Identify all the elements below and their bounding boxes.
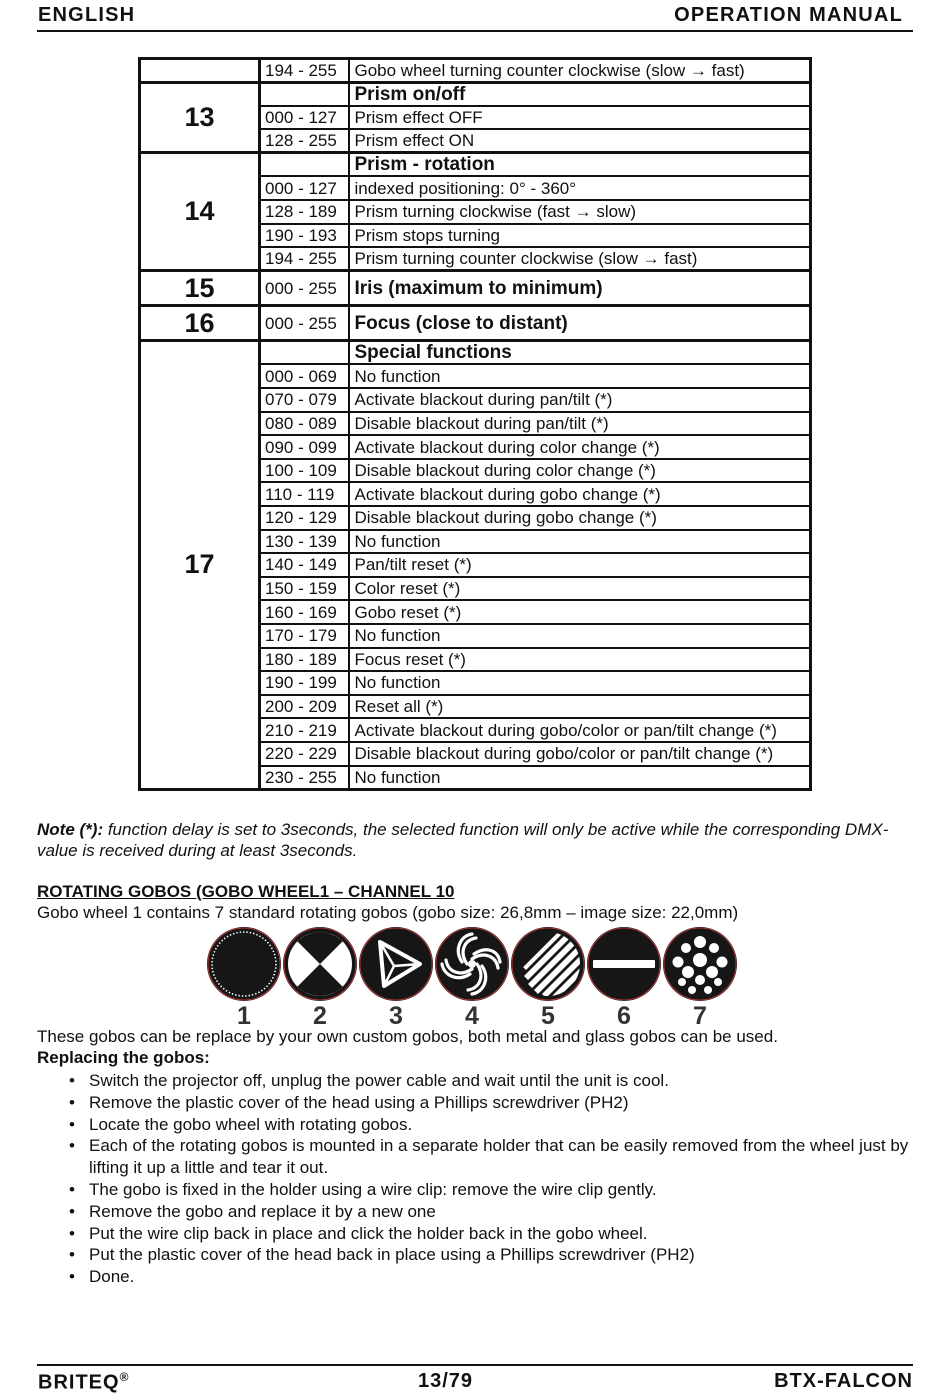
gobo-images: [206, 926, 746, 1030]
dmx-range: 120 - 129: [260, 506, 349, 530]
dmx-range: 000 - 127: [260, 106, 349, 130]
page-header: [37, 2, 913, 32]
gobo-7: [662, 926, 738, 1030]
gobo-bar-icon: [586, 926, 662, 1002]
registered-mark: ®: [119, 1370, 130, 1384]
gobo-1: [206, 926, 282, 1030]
function-description: Prism effect ON: [349, 129, 811, 153]
list-item: [37, 1070, 917, 1092]
dmx-range: 000 - 069: [260, 364, 349, 388]
bullet-icon: •: [69, 1245, 75, 1265]
dmx-range: [260, 153, 349, 177]
dmx-range: 190 - 199: [260, 671, 349, 695]
dmx-range: 100 - 109: [260, 459, 349, 483]
dmx-range: 180 - 189: [260, 648, 349, 672]
step-text: Remove the plastic cover of the head using a Phillips screwdriver (PH2): [89, 1092, 629, 1112]
footer-model: BTX-FALCON: [774, 1370, 913, 1392]
note-text: function delay is set to 3seconds, the selected function will only be active while the corresponding DMX-value is received during at least 3seconds.: [37, 820, 889, 860]
dmx-range: 194 - 255: [260, 59, 349, 83]
dmx-range: [260, 341, 349, 365]
gobo-number: 1: [237, 1002, 251, 1030]
gobo-replace-text: These gobos can be replace by your own custom gobos, both metal and glass gobos can be used.: [37, 1027, 778, 1046]
dmx-range: 090 - 099: [260, 435, 349, 459]
function-description: Pan/tilt reset (*): [349, 553, 811, 577]
dmx-range: 070 - 079: [260, 388, 349, 412]
channel-heading: Prism on/off: [349, 82, 811, 106]
step-text: Put the wire clip back in place and click the holder back in the gobo wheel.: [89, 1223, 648, 1243]
page-footer: [37, 1364, 913, 1396]
channel-number: 14: [140, 153, 260, 271]
channel-number: 17: [140, 341, 260, 789]
gobo-number: 3: [389, 1002, 403, 1030]
dmx-range: 000 - 255: [260, 271, 349, 306]
gobo-number: 2: [313, 1002, 327, 1030]
replacing-steps-list: [37, 1070, 917, 1288]
dmx-range: 128 - 255: [260, 129, 349, 153]
function-description: Prism stops turning: [349, 224, 811, 248]
function-description: Disable blackout during gobo/color or pan/tilt change (*): [349, 742, 811, 766]
dmx-channel-table: [138, 57, 812, 791]
table-row: [140, 306, 811, 341]
header-manual-title: OPERATION MANUAL: [674, 4, 903, 26]
dmx-range: 200 - 209: [260, 695, 349, 719]
step-text: Locate the gobo wheel with rotating gobos.: [89, 1114, 413, 1134]
bullet-icon: •: [69, 1071, 75, 1090]
function-description: No function: [349, 530, 811, 554]
channel-number-cell: [140, 59, 260, 83]
dmx-range: 110 - 119: [260, 482, 349, 506]
list-item: [37, 1135, 917, 1179]
gobo-2: [282, 926, 358, 1030]
function-description: Activate blackout during color change (*): [349, 435, 811, 459]
bullet-icon: •: [69, 1267, 75, 1287]
function-description: Color reset (*): [349, 577, 811, 601]
gobo-dots-icon: [662, 926, 738, 1002]
step-text: Put the plastic cover of the head back in place using a Phillips screwdriver (PH2): [89, 1245, 695, 1265]
step-text: Done.: [89, 1267, 135, 1287]
function-description: Activate blackout during pan/tilt (*): [349, 388, 811, 412]
dmx-range: [260, 82, 349, 106]
footer-brand-name: BRITEQ: [38, 1371, 120, 1394]
bullet-icon: •: [69, 1179, 75, 1199]
function-description: Iris (maximum to minimum): [349, 271, 811, 306]
gobo-ring-icon: [206, 926, 282, 1002]
gobo-spiral-icon: [434, 926, 510, 1002]
function-description: Gobo reset (*): [349, 600, 811, 624]
function-description: Disable blackout during color change (*): [349, 459, 811, 483]
function-description: No function: [349, 624, 811, 648]
footer-brand: [38, 1370, 129, 1395]
table-row: [140, 59, 811, 83]
gobo-number: 7: [693, 1002, 707, 1030]
dmx-range: 194 - 255: [260, 247, 349, 271]
table-row: [140, 341, 811, 365]
list-item: [37, 1114, 917, 1136]
dmx-range: 170 - 179: [260, 624, 349, 648]
replacing-title: Replacing the gobos:: [37, 1048, 210, 1067]
channel-heading: Special functions: [349, 341, 811, 365]
bullet-icon: •: [69, 1223, 75, 1243]
function-description: Gobo wheel turning counter clockwise (slow → fast): [349, 59, 811, 83]
channel-number: 13: [140, 82, 260, 153]
function-description: Activate blackout during gobo change (*): [349, 482, 811, 506]
table-row: [140, 271, 811, 306]
header-language: ENGLISH: [38, 4, 136, 26]
dmx-range: 150 - 159: [260, 577, 349, 601]
gobo-bowtie-icon: [282, 926, 358, 1002]
dmx-range: 140 - 149: [260, 553, 349, 577]
step-text: The gobo is fixed in the holder using a wire clip: remove the wire clip gently.: [89, 1179, 657, 1199]
table-row: [140, 82, 811, 106]
gobo-number: 4: [465, 1002, 479, 1030]
dmx-range: 230 - 255: [260, 766, 349, 790]
list-item: [37, 1223, 917, 1245]
step-text: Switch the projector off, unplug the power cable and wait until the unit is cool.: [89, 1071, 669, 1090]
list-item: [37, 1179, 917, 1201]
function-description: Prism turning clockwise (fast → slow): [349, 200, 811, 224]
function-description: No function: [349, 364, 811, 388]
bullet-icon: •: [69, 1092, 75, 1112]
step-text: Remove the gobo and replace it by a new one: [89, 1201, 436, 1221]
gobo-stripes-icon: [510, 926, 586, 1002]
function-description: Focus reset (*): [349, 648, 811, 672]
channel-heading: Prism - rotation: [349, 153, 811, 177]
function-description: Prism effect OFF: [349, 106, 811, 130]
list-item: [37, 1244, 917, 1266]
gobo-6: [586, 926, 662, 1030]
function-description: Focus (close to distant): [349, 306, 811, 341]
dmx-range: 190 - 193: [260, 224, 349, 248]
bullet-icon: •: [69, 1136, 75, 1156]
list-item: [37, 1092, 917, 1114]
dmx-range: 000 - 127: [260, 176, 349, 200]
footer-page-number: 13/79: [418, 1370, 474, 1392]
section-title: ROTATING GOBOS (GOBO WHEEL1 – CHANNEL 10: [37, 882, 455, 901]
section-description: Gobo wheel 1 contains 7 standard rotating gobos (gobo size: 26,8mm – image size: 22,0mm): [37, 903, 739, 922]
gobo-3: [358, 926, 434, 1030]
bullet-icon: •: [69, 1201, 75, 1221]
step-text: Each of the rotating gobos is mounted in a separate holder that can be easily removed from the wheel just by lifting it up a little and tear it out.: [89, 1136, 909, 1178]
gobo-triangle-icon: [358, 926, 434, 1002]
channel-number: 16: [140, 306, 260, 341]
gobo-4: [434, 926, 510, 1030]
table-row: [140, 153, 811, 177]
dmx-range: 128 - 189: [260, 200, 349, 224]
dmx-range: 220 - 229: [260, 742, 349, 766]
function-description: No function: [349, 671, 811, 695]
channel-number: 15: [140, 271, 260, 306]
dmx-range: 080 - 089: [260, 412, 349, 436]
dmx-range: 210 - 219: [260, 718, 349, 742]
gobo-number: 5: [541, 1002, 555, 1030]
gobo-5: [510, 926, 586, 1030]
note-label: Note (*):: [37, 820, 104, 839]
dmx-range: 000 - 255: [260, 306, 349, 341]
gobo-number: 6: [617, 1002, 631, 1030]
function-description: indexed positioning: 0° - 360°: [349, 176, 811, 200]
dmx-range: 130 - 139: [260, 530, 349, 554]
list-item: [37, 1266, 917, 1288]
function-description: Reset all (*): [349, 695, 811, 719]
list-item: [37, 1201, 917, 1223]
function-description: Disable blackout during pan/tilt (*): [349, 412, 811, 436]
function-description: Prism turning counter clockwise (slow → fast): [349, 247, 811, 271]
bullet-icon: •: [69, 1114, 75, 1134]
function-description: No function: [349, 766, 811, 790]
note-paragraph: [37, 819, 917, 861]
function-description: Disable blackout during gobo change (*): [349, 506, 811, 530]
dmx-range: 160 - 169: [260, 600, 349, 624]
function-description: Activate blackout during gobo/color or pan/tilt change (*): [349, 718, 811, 742]
